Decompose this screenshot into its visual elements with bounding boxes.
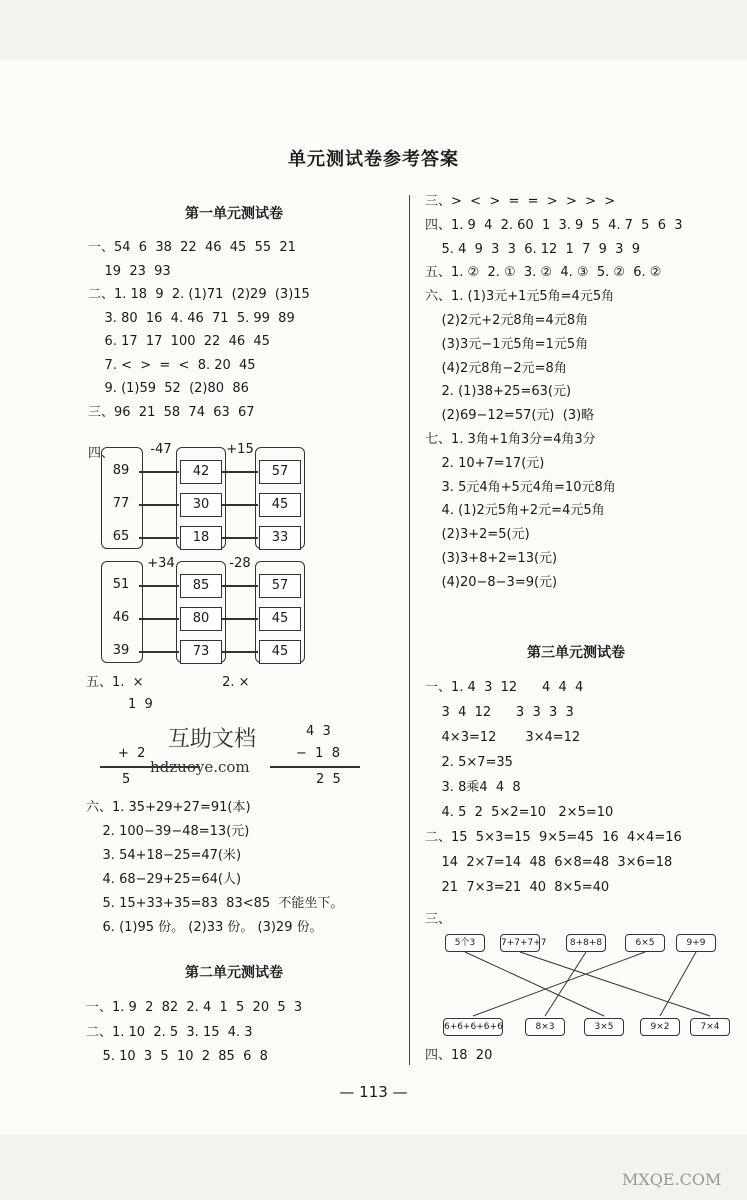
q4-left-number: 65: [112, 529, 130, 544]
q4-mid-number: 73: [180, 640, 222, 664]
q4-right-number: 45: [259, 607, 301, 631]
q3-bottom-box: 3×5: [584, 1018, 624, 1036]
q3-bottom-box: 8×3: [525, 1018, 565, 1036]
unit1-heading: 第一单元测试卷: [185, 206, 283, 222]
q5-result-right: 2 5: [316, 772, 341, 787]
right-line: 四、1. 9 4 2. 60 1 3. 9 5 4. 7 5 6 3: [425, 217, 683, 233]
q4-operator-2: -28: [229, 556, 251, 571]
q3-match-line: [545, 952, 586, 1016]
right-line: (2)2元+2元8角=4元8角: [425, 313, 589, 328]
right-line: (2)69−12=57(元) (3)略: [425, 408, 595, 424]
right-line: (2)3+2=5(元): [425, 527, 530, 543]
page-title: 单元测试卷参考答案: [288, 149, 459, 170]
right-line: (3)3元−1元5角=1元5角: [425, 336, 589, 352]
q4-left-number: 46: [112, 610, 130, 625]
q3-match-line: [473, 952, 645, 1016]
unit1-q6-line: 2. 100−39−48=13(元): [86, 824, 250, 839]
q4-operator-1: +34: [147, 556, 175, 571]
unit3-line: 4. 5 2 5×2=10 2×5=10: [425, 805, 614, 820]
unit1-line: 9. (1)59 52 (2)80 86: [88, 381, 249, 396]
q4-mid-number: 18: [180, 526, 222, 550]
unit3-line: 3. 8乘4 4 8: [425, 780, 521, 795]
unit3-q4-line: 四、18 20: [425, 1048, 493, 1063]
q4-operator-1: -47: [150, 442, 172, 457]
q5-vertical-b: 4 3: [306, 724, 331, 739]
unit2-heading: 第二单元测试卷: [185, 965, 283, 981]
unit1-q4-label: 四、: [88, 446, 115, 461]
q3-match-line: [465, 952, 604, 1016]
q3-match-line: [660, 952, 696, 1016]
q3-top-box: 5个3: [445, 934, 485, 952]
q3-match-line: [520, 952, 710, 1016]
right-line: 三、> < > = = > > > >: [425, 194, 616, 209]
unit1-q6-line: 4. 68−29+25=64(人): [86, 872, 242, 887]
right-line: (4)2元8角−2元=8角: [425, 360, 567, 376]
right-line: 4. (1)2元5角+2元=4元5角: [425, 503, 605, 519]
right-line: 2. 10+7=17(元): [425, 455, 545, 471]
unit3-line: 21 7×3=21 40 8×5=40: [425, 880, 610, 895]
q3-top-box: 7+7+7+7: [500, 934, 540, 952]
right-line: 3. 5元4角+5元4角=10元8角: [425, 479, 616, 495]
q4-right-number: 57: [259, 460, 301, 484]
q4-left-number: 51: [112, 577, 130, 592]
page-number: — 113 —: [339, 1083, 408, 1101]
q3-bottom-box: 7×4: [690, 1018, 730, 1036]
right-line: 5. 4 9 3 3 6. 12 1 7 9 3 9: [425, 241, 640, 257]
unit1-q6-line: 5. 15+33+35=83 83<85 不能坐下。: [86, 896, 344, 911]
unit3-line: 3 4 12 3 3 3 3: [425, 705, 574, 720]
unit1-line: 19 23 93: [88, 263, 171, 279]
q4-mid-number: 85: [180, 574, 222, 598]
q3-bottom-box: 6+6+6+6+6: [443, 1018, 503, 1036]
unit1-line: 一、54 6 38 22 46 45 55 21: [88, 240, 296, 255]
q5-vertical-a: 1 9: [128, 697, 153, 712]
unit3-line: 二、15 5×3=15 9×5=45 16 4×4=16: [425, 830, 682, 845]
q4-right-number: 45: [259, 640, 301, 664]
right-line: (4)20−8−3=9(元): [425, 574, 558, 590]
q4-mid-number: 80: [180, 607, 222, 631]
right-line: 六、1. (1)3元+1元5角=4元5角: [425, 289, 615, 305]
right-line: 五、1. ② 2. ① 3. ② 4. ③ 5. ② 6. ②: [425, 265, 662, 281]
q3-top-box: 6×5: [625, 934, 665, 952]
q3-top-box: 9+9: [676, 934, 716, 952]
unit1-line: 6. 17 17 100 22 46 45: [88, 334, 270, 349]
unit1-q6-line: 3. 54+18−25=47(米): [86, 848, 242, 863]
q5-vertical-c-right: − 1 8: [296, 746, 340, 761]
q4-right-number: 57: [259, 574, 301, 598]
unit3-heading: 第三单元测试卷: [527, 645, 625, 661]
unit2-line: 一、1. 9 2 82 2. 4 1 5 20 5 3: [86, 1000, 303, 1015]
unit3-q3-label: 三、: [425, 912, 452, 927]
unit1-line: 二、1. 18 9 2. (1)71 (2)29 (3)15: [88, 287, 310, 302]
q3-bottom-box: 9×2: [640, 1018, 680, 1036]
unit2-line: 二、1. 10 2. 5 3. 15 4. 3: [86, 1024, 253, 1040]
unit1-q6-line: 六、1. 35+29+27=91(本): [86, 800, 251, 815]
watermark-corner: MXQE.COM: [622, 1170, 722, 1189]
q4-left-number: 39: [112, 643, 130, 658]
q4-left-number: 77: [112, 496, 130, 511]
right-line: (3)3+8+2=13(元): [425, 551, 558, 566]
right-line: 七、1. 3角+1角3分=4角3分: [425, 432, 596, 447]
page-number-value: 113: [359, 1083, 388, 1101]
q4-operator-2: +15: [226, 442, 254, 457]
q4-mid-number: 30: [180, 493, 222, 517]
q5-result-left: 5: [122, 772, 131, 787]
watermark-bottom: hdzuoye.com: [150, 758, 250, 776]
unit1-line: 3. 80 16 4. 46 71 5. 99 89: [88, 310, 295, 326]
unit1-line: 三、96 21 58 74 63 67: [88, 404, 255, 420]
unit3-line: 2. 5×7=35: [425, 755, 513, 770]
q4-right-number: 45: [259, 493, 301, 517]
q3-top-box: 8+8+8: [566, 934, 606, 952]
q4-mid-number: 42: [180, 460, 222, 484]
q4-left-number: 89: [112, 463, 130, 478]
unit2-line: 5. 10 3 5 10 2 85 6 8: [86, 1049, 268, 1064]
unit3-line: 4×3=12 3×4=12: [425, 730, 581, 745]
q5-vertical-c-left: + 2: [118, 746, 146, 761]
unit1-q5-line: 五、1. × 2. ×: [86, 675, 250, 690]
unit3-line: 一、1. 4 3 12 4 4 4: [425, 680, 584, 695]
q4-right-number: 33: [259, 526, 301, 550]
unit1-q6-line: 6. (1)95 份。 (2)33 份。 (3)29 份。: [86, 920, 323, 935]
watermark-top: 互助文档: [168, 727, 257, 752]
unit1-line: 7. < > = < 8. 20 45: [88, 357, 256, 373]
right-line: 2. (1)38+25=63(元): [425, 384, 572, 400]
unit3-line: 14 2×7=14 48 6×8=48 3×6=18: [425, 855, 673, 870]
